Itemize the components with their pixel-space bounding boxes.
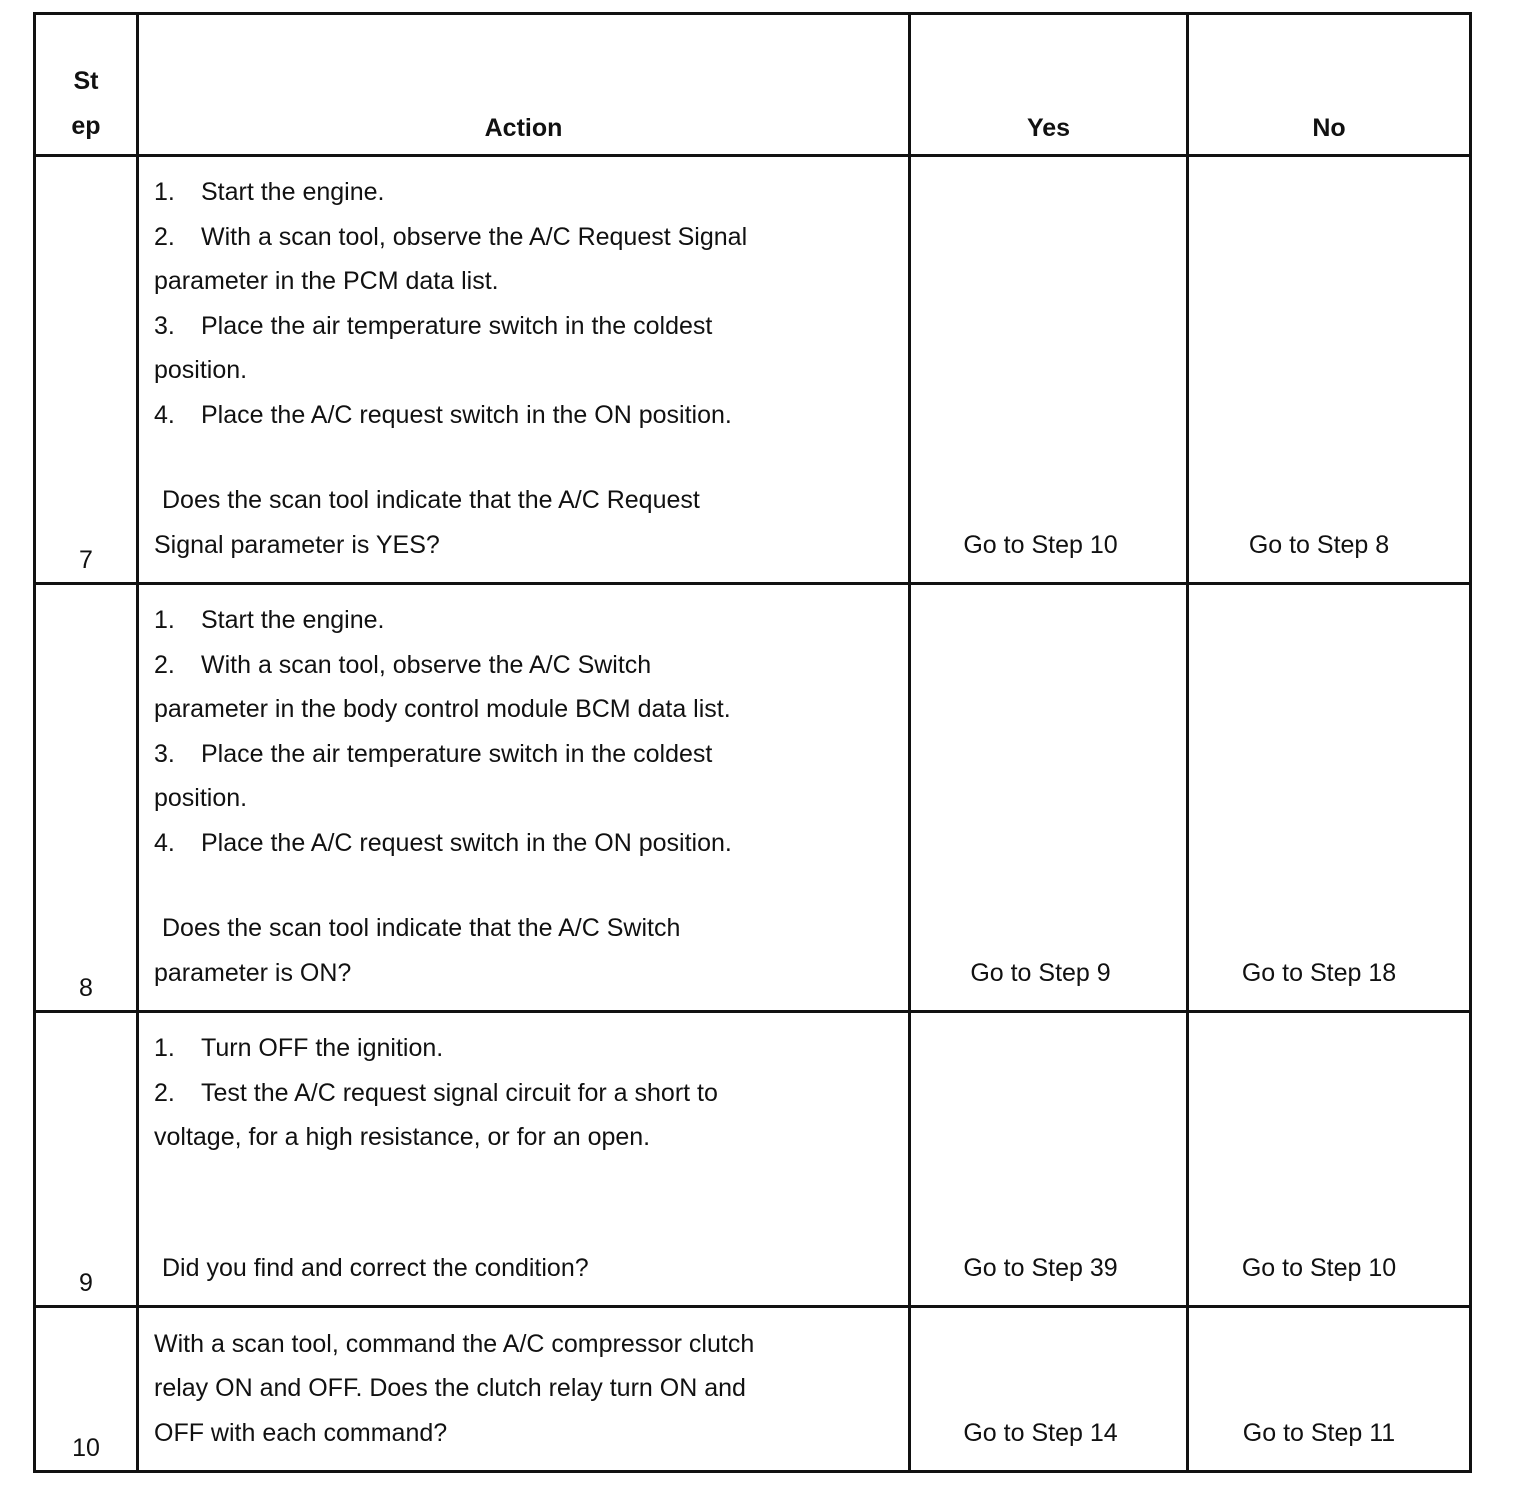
yes-cell	[910, 156, 1188, 584]
action-line: OFF with each command?	[154, 1418, 448, 1447]
action-line: 4. Place the A/C request switch in the ON position.	[154, 400, 732, 429]
action-line: 1. Start the engine.	[154, 178, 385, 206]
table-row-step-9	[35, 1012, 1471, 1307]
diagnostic-table	[33, 12, 1472, 1473]
no-cell	[1188, 1307, 1471, 1472]
action-line: parameter in the body control module BCM data list.	[154, 695, 731, 723]
yes-result: Go to Step 39	[963, 1253, 1118, 1282]
action-line: 3. Place the air temperature switch in the coldest	[154, 739, 713, 768]
step-number: 10	[35, 1307, 138, 1472]
yes-cell	[910, 1307, 1188, 1472]
action-cell	[138, 1012, 910, 1307]
action-line: 1. Turn OFF the ignition.	[154, 1034, 444, 1062]
question-line: Did you find and correct the condition?	[162, 1253, 589, 1282]
no-cell	[1188, 1012, 1471, 1307]
action-line: relay ON and OFF. Does the clutch relay turn ON and	[154, 1374, 746, 1402]
header-no: No	[1188, 14, 1471, 156]
header-yes: Yes	[910, 14, 1188, 156]
step-number: 9	[35, 1012, 138, 1307]
action-line: 3. Place the air temperature switch in the coldest	[154, 311, 713, 340]
step-number: 8	[35, 584, 138, 1012]
question-line: parameter is ON?	[154, 958, 352, 987]
action-line: position.	[154, 356, 248, 384]
action-line: 4. Place the A/C request switch in the ON position.	[154, 828, 732, 857]
no-cell	[1188, 584, 1471, 1012]
header-step	[35, 14, 138, 156]
header-step-line-2: ep	[71, 111, 101, 140]
action-line: voltage, for a high resistance, or for an open.	[154, 1123, 651, 1151]
action-line: With a scan tool, command the A/C compressor clutch	[154, 1329, 755, 1358]
no-result: Go to Step 11	[1242, 1418, 1396, 1447]
action-line: 2. With a scan tool, observe the A/C Switch	[154, 650, 652, 679]
table-row-step-7	[35, 156, 1471, 584]
question-line: Does the scan tool indicate that the A/C Request	[162, 486, 700, 514]
yes-result: Go to Step 9	[970, 958, 1111, 987]
action-line: parameter in the PCM data list.	[154, 267, 499, 295]
no-result: Go to Step 10	[1241, 1253, 1397, 1282]
question-line: Does the scan tool indicate that the A/C Switch	[162, 914, 681, 942]
action-line: position.	[154, 784, 248, 812]
action-cell	[138, 156, 910, 584]
action-line: 2. With a scan tool, observe the A/C Request Signal	[154, 222, 748, 251]
action-cell	[138, 1307, 910, 1472]
action-line: 1. Start the engine.	[154, 606, 385, 634]
step-number: 7	[35, 156, 138, 584]
yes-cell	[910, 584, 1188, 1012]
no-result: Go to Step 8	[1248, 530, 1390, 559]
no-result: Go to Step 18	[1241, 958, 1397, 987]
header-row	[35, 14, 1471, 156]
question-line: Signal parameter is YES?	[154, 530, 440, 559]
no-cell	[1188, 156, 1471, 584]
table-row-step-10	[35, 1307, 1471, 1472]
header-step-line-1: St	[73, 67, 99, 95]
header-action: Action	[138, 14, 910, 156]
table-row-step-8	[35, 584, 1471, 1012]
yes-result: Go to Step 10	[963, 530, 1118, 559]
action-cell	[138, 584, 910, 1012]
yes-cell	[910, 1012, 1188, 1307]
yes-result: Go to Step 14	[963, 1418, 1118, 1447]
action-line: 2. Test the A/C request signal circuit for a short to	[154, 1078, 718, 1107]
